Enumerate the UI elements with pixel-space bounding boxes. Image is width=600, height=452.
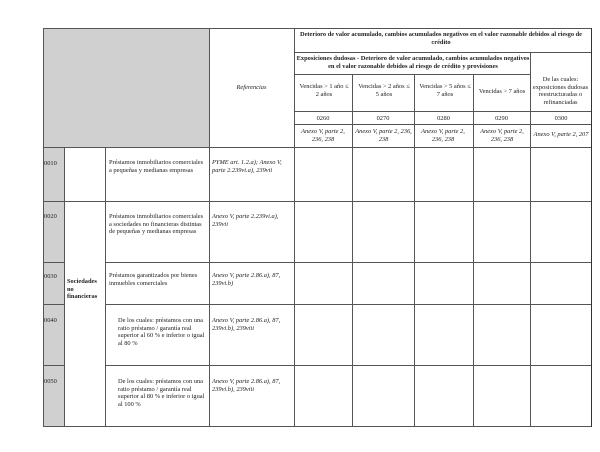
table-rule [43, 426, 592, 427]
table-rule [209, 28, 210, 427]
column-label: Vencidas > 5 años ≤ 7 años [419, 83, 471, 98]
group-label: Sociedades no financieras [67, 278, 98, 301]
row-reference: Anexo V, parte 2.239vi.a), 239vii [212, 213, 279, 228]
row-code: 0010 [44, 160, 57, 167]
row-code: 0030 [44, 273, 57, 280]
column-code: 0280 [437, 115, 450, 122]
column-reference: Anexo V, parte 2, 236, 238 [301, 128, 345, 143]
group-title: Deterioro de valor acumulado, cambios acumulados negativos en el valor razonable debidos al riesgo de crédito [299, 31, 583, 46]
column-code: 0270 [376, 115, 390, 122]
table-rule [43, 201, 592, 202]
column-label: Vencidas > 2 años ≤ 5 años [358, 83, 410, 98]
table-rule [105, 304, 592, 305]
column-code: 0290 [495, 115, 508, 122]
table-rule [294, 111, 592, 112]
column-reference: Anexo V, parte 2, 236, 238 [355, 128, 412, 143]
column-reference: Anexo V, parte 2, 207 [533, 131, 589, 138]
row-code: 0020 [44, 213, 57, 220]
column-code: 0260 [316, 115, 330, 122]
row-code: 0040 [44, 317, 57, 324]
table-rule [294, 52, 592, 53]
table-rule [294, 74, 530, 75]
table-rule [591, 28, 592, 427]
row-reference: Anexo V, parte 2.86.a), 87, 239vi.b), 239viii [212, 317, 281, 332]
table-rule [43, 304, 64, 305]
table-rule [414, 74, 415, 427]
column-reference: Anexo V, parte 2, 236, 238 [480, 128, 524, 143]
column-label: Vencidas > 7 años [478, 88, 526, 95]
column-code: 0300 [554, 115, 568, 122]
table-rule [294, 124, 592, 125]
column-reference: Anexo V, parte 2, 236, 238 [421, 128, 465, 143]
row-label: Préstamos inmobiliarios comerciales a pequeñas y medianas empresas [109, 159, 204, 174]
table-rule [294, 28, 295, 427]
table-rule [105, 147, 106, 427]
row-reference: PYME art. 1.2.a); Anexo V, parte 2.239vi.a), 239vii [212, 159, 282, 174]
table-rule [43, 28, 592, 29]
row-label: De los cuales: préstamos con una ratio préstamo / garantía real superior al 80 % e inferior o igual al 100 % [118, 378, 205, 408]
header-corner [43, 28, 209, 147]
table-rule [105, 365, 592, 366]
table-rule [43, 365, 64, 366]
table-rule [530, 52, 531, 427]
row-code: 0050 [44, 378, 57, 385]
row-label: Préstamos inmobiliarios comerciales a sociedades no financieras distintas de pequeñas y medianas empresas [109, 213, 204, 236]
column-label: De las cuales: exposiciones dudosas reestructuradas o refinanciadas [532, 76, 589, 106]
row-label: Préstamos garantizados por bienes inmuebles comerciales [109, 272, 198, 287]
column-label: Vencidas > 1 año ≤ 2 años [299, 83, 349, 98]
table-rule [43, 262, 64, 263]
table-rule [352, 74, 353, 427]
table-rule [64, 147, 65, 427]
subgroup-title: Exposiciones dudosas - Deterioro de valor acumulado, cambios acumulados negativos en el valor razonable debidos al riesgo de crédito y provisiones [296, 55, 530, 70]
table-rule [43, 28, 44, 427]
row-reference: Anexo V, parte 2.86.a), 87, 239vi.b), 239viii [212, 378, 281, 393]
row-reference: Anexo V, parte 2.86.a), 87, 239vi.b) [212, 272, 281, 287]
table-rule [105, 262, 592, 263]
row-label: De los cuales: préstamos con una ratio préstamo / garantía real superior al 60 % e inferior o igual al 80 % [118, 317, 205, 347]
table-rule [43, 147, 592, 148]
table-rule [473, 74, 474, 427]
references-header: Referencias [236, 84, 267, 91]
